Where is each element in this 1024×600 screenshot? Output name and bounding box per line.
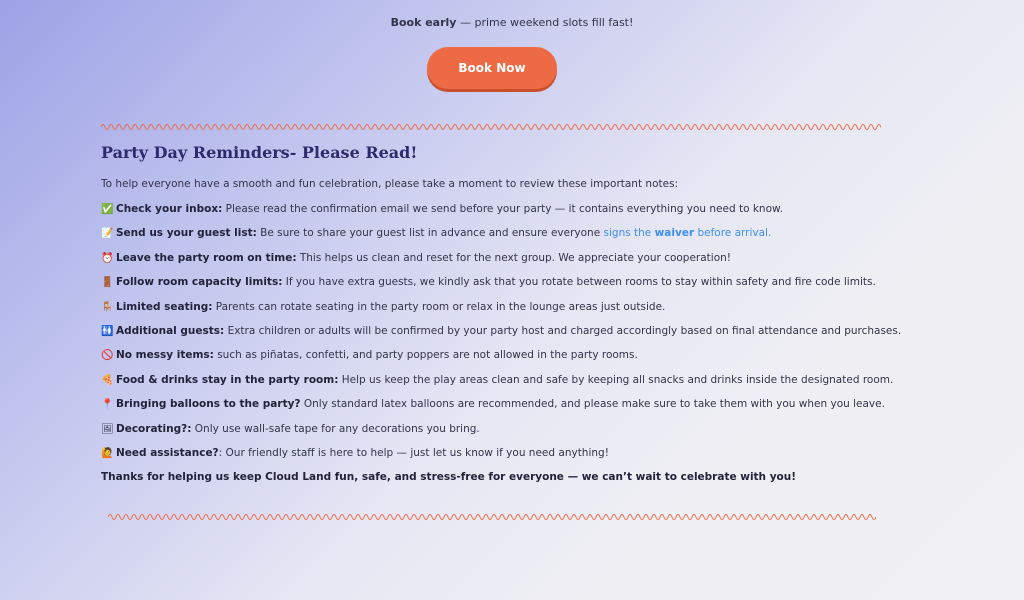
item-text: This helps us clean and reset for the next group. We appreciate your cooperation! <box>296 251 732 264</box>
waiver-link[interactable] <box>604 227 772 239</box>
pizza-icon: 🍕 <box>101 374 114 386</box>
item-text: Help us keep the play areas clean and safe by keeping all snacks and drinks inside the designated room. <box>338 373 894 386</box>
item-key: No messy items: <box>116 349 214 362</box>
raised-hand-icon: 🙋 <box>101 447 114 459</box>
intro-text: To help everyone have a smooth and fun celebration, please take a moment to review these important notes: <box>101 178 679 190</box>
reminders-list <box>101 203 941 471</box>
list-item <box>101 325 941 349</box>
booking-note-text: — prime weekend slots fill fast! <box>456 16 634 29</box>
list-item <box>101 227 941 251</box>
list-item <box>101 203 941 227</box>
item-key: Send us your guest list: <box>116 227 257 240</box>
restroom-icon: 🚻 <box>101 325 114 337</box>
item-key: Check your inbox: <box>116 203 223 215</box>
waiver-link-pre: signs the <box>603 227 655 240</box>
list-item <box>101 374 941 398</box>
chair-icon: 🪑 <box>101 301 114 313</box>
waiver-link-post: before arrival. <box>694 227 772 240</box>
section-heading: Party Day Reminders- Please Read! <box>101 143 418 162</box>
list-item <box>101 398 941 422</box>
wave-divider-bottom-line <box>108 512 876 522</box>
item-text: Please read the confirmation email we send before your party — it contains everything you need to know. <box>222 203 783 215</box>
waiver-link-bold: waiver <box>654 227 695 240</box>
item-key: Food & drinks stay in the party room: <box>116 373 339 386</box>
list-item <box>101 301 941 325</box>
item-key: Need assistance? <box>116 446 219 459</box>
booking-note <box>0 16 1024 29</box>
booking-note-bold: Book early <box>390 16 457 29</box>
item-text: Only use wall-safe tape for any decorations you bring. <box>191 422 480 435</box>
door-icon: 🚪 <box>101 277 114 289</box>
item-key: Bringing balloons to the party? <box>116 398 301 411</box>
list-item <box>101 252 941 276</box>
pin-icon: 📍 <box>101 399 114 411</box>
check-icon: ✅ <box>101 204 114 215</box>
list-item <box>101 349 941 373</box>
item-text: Extra children or adults will be confirmed by your party host and charged accordingly based on final attendance and purchases. <box>224 324 902 337</box>
picture-icon: 🖼 <box>101 423 114 435</box>
item-text: Only standard latex balloons are recommended, and please make sure to take them with you when you leave. <box>300 398 885 411</box>
book-now-button[interactable]: Book Now <box>427 47 557 89</box>
item-key: Follow room capacity limits: <box>116 276 283 289</box>
item-text: : Our friendly staff is here to help — just let us know if you need anything! <box>218 446 609 459</box>
closing-text: Thanks for helping us keep Cloud Land fun, safe, and stress-free for everyone — we can’t wait to celebrate with you! <box>101 471 797 483</box>
item-text: such as piñatas, confetti, and party poppers are not allowed in the party rooms. <box>213 349 638 362</box>
item-key: Decorating?: <box>116 422 192 435</box>
wave-divider-top <box>101 122 881 132</box>
list-item <box>101 447 941 471</box>
item-text: Be sure to share your guest list in advance and ensure everyone <box>256 227 604 240</box>
list-item <box>101 423 941 447</box>
item-text: Parents can rotate seating in the party room or relax in the lounge areas just outside. <box>212 300 666 313</box>
memo-icon: 📝 <box>101 228 114 240</box>
list-item <box>101 276 941 300</box>
item-key: Limited seating: <box>116 300 213 313</box>
wave-divider-bottom <box>108 512 876 522</box>
alarm-clock-icon: ⏰ <box>101 252 114 264</box>
item-key: Additional guests: <box>116 324 225 337</box>
wave-divider-top-line <box>101 122 881 132</box>
item-key: Leave the party room on time: <box>116 251 297 264</box>
prohibited-icon: 🚫 <box>101 350 114 362</box>
item-text: If you have extra guests, we kindly ask that you rotate between rooms to stay within safety and fire code limits. <box>282 276 876 289</box>
